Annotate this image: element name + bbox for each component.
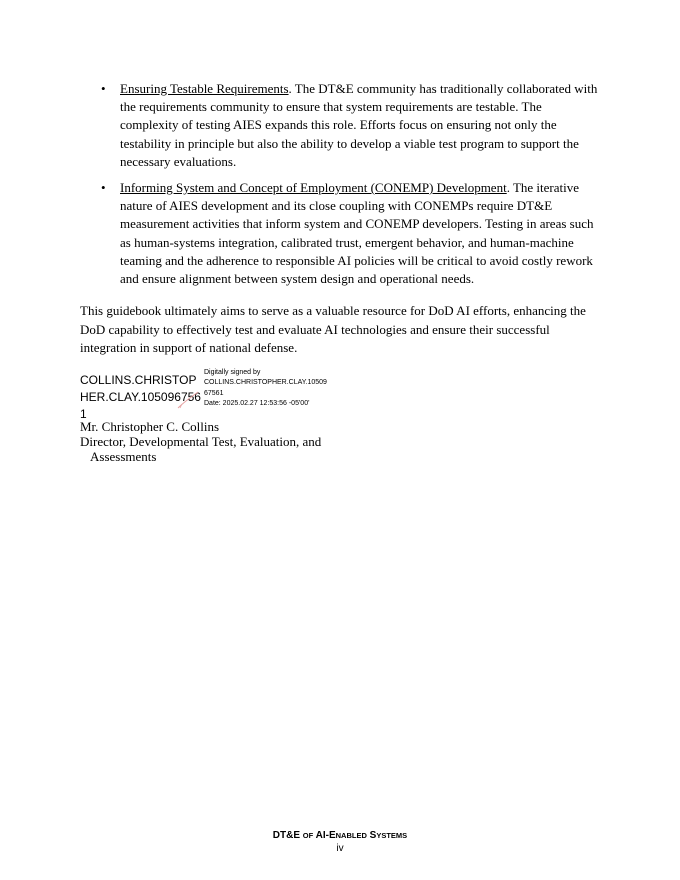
bullet-title: Informing System and Concept of Employment (CONEMP) Development: [120, 180, 507, 196]
digital-signature[interactable]: [80, 368, 340, 421]
footer-part: S: [366, 830, 377, 841]
footer-part: AI-E: [313, 830, 336, 841]
footer-part: NABLED: [335, 831, 367, 840]
bullet-item-conemp-development: [80, 179, 600, 288]
signature-pen-mark-icon: [176, 390, 202, 410]
bullet-item-testable-requirements: [80, 80, 600, 171]
bullet-text: . The iterative nature of AIES development and its close coupling with CONEMPs require DT&E measurement activities that inform system and CONEMP developers. Testing in areas such as human-systems integration, calibrated trust, emergent behavior, and human-machine teaming and the adherence to responsible AI policies will be critical to avoid costly rework and ensure alignment between system design and operational needs.: [120, 180, 594, 287]
signature-date: Date: 2025.02.27 12:53:56 -05'00': [204, 400, 310, 408]
signature-label: Digitally signed by: [204, 369, 261, 376]
footer-part: YSTEMS: [376, 831, 408, 840]
bullet-marker: •: [101, 81, 106, 96]
bullet-list: [80, 80, 600, 296]
closing-paragraph: This guidebook ultimately aims to serve as a valuable resource for DoD AI efforts, enhancing the DoD capability to effectively test and evaluate AI technologies and ensure their successful integration in support of national defense.: [80, 303, 586, 355]
signature-signed-by: COLLINS.CHRISTOPHER.CLAY.1050967561: [204, 379, 327, 397]
footer-part: DT&E: [272, 830, 303, 841]
signer-name: Mr. Christopher C. Collins: [80, 419, 220, 434]
page-number: iv: [336, 843, 344, 854]
signer-title-line2: Assessments: [90, 449, 157, 465]
signature-name: COLLINS.CHRISTOPHER.CLAY.1050967561: [80, 373, 201, 421]
signer-title-line1: Director, Developmental Test, Evaluation, and: [80, 434, 322, 450]
signer-block: [80, 419, 321, 465]
bullet-marker: •: [101, 180, 106, 196]
footer-part: OF: [302, 831, 314, 840]
footer-title: [0, 830, 680, 842]
bullet-text: . The DT&E community has traditionally collaborated with the requirements community to ensure that system requirements are testable. The complexity of testing AIES expands this role. Efforts focus on ensuring not only the testability in principle but also the ability to develop a viable test program to support the necessary evaluations.: [120, 81, 598, 169]
bullet-title: Ensuring Testable Requirements: [120, 81, 289, 96]
signature-details: [204, 368, 330, 410]
